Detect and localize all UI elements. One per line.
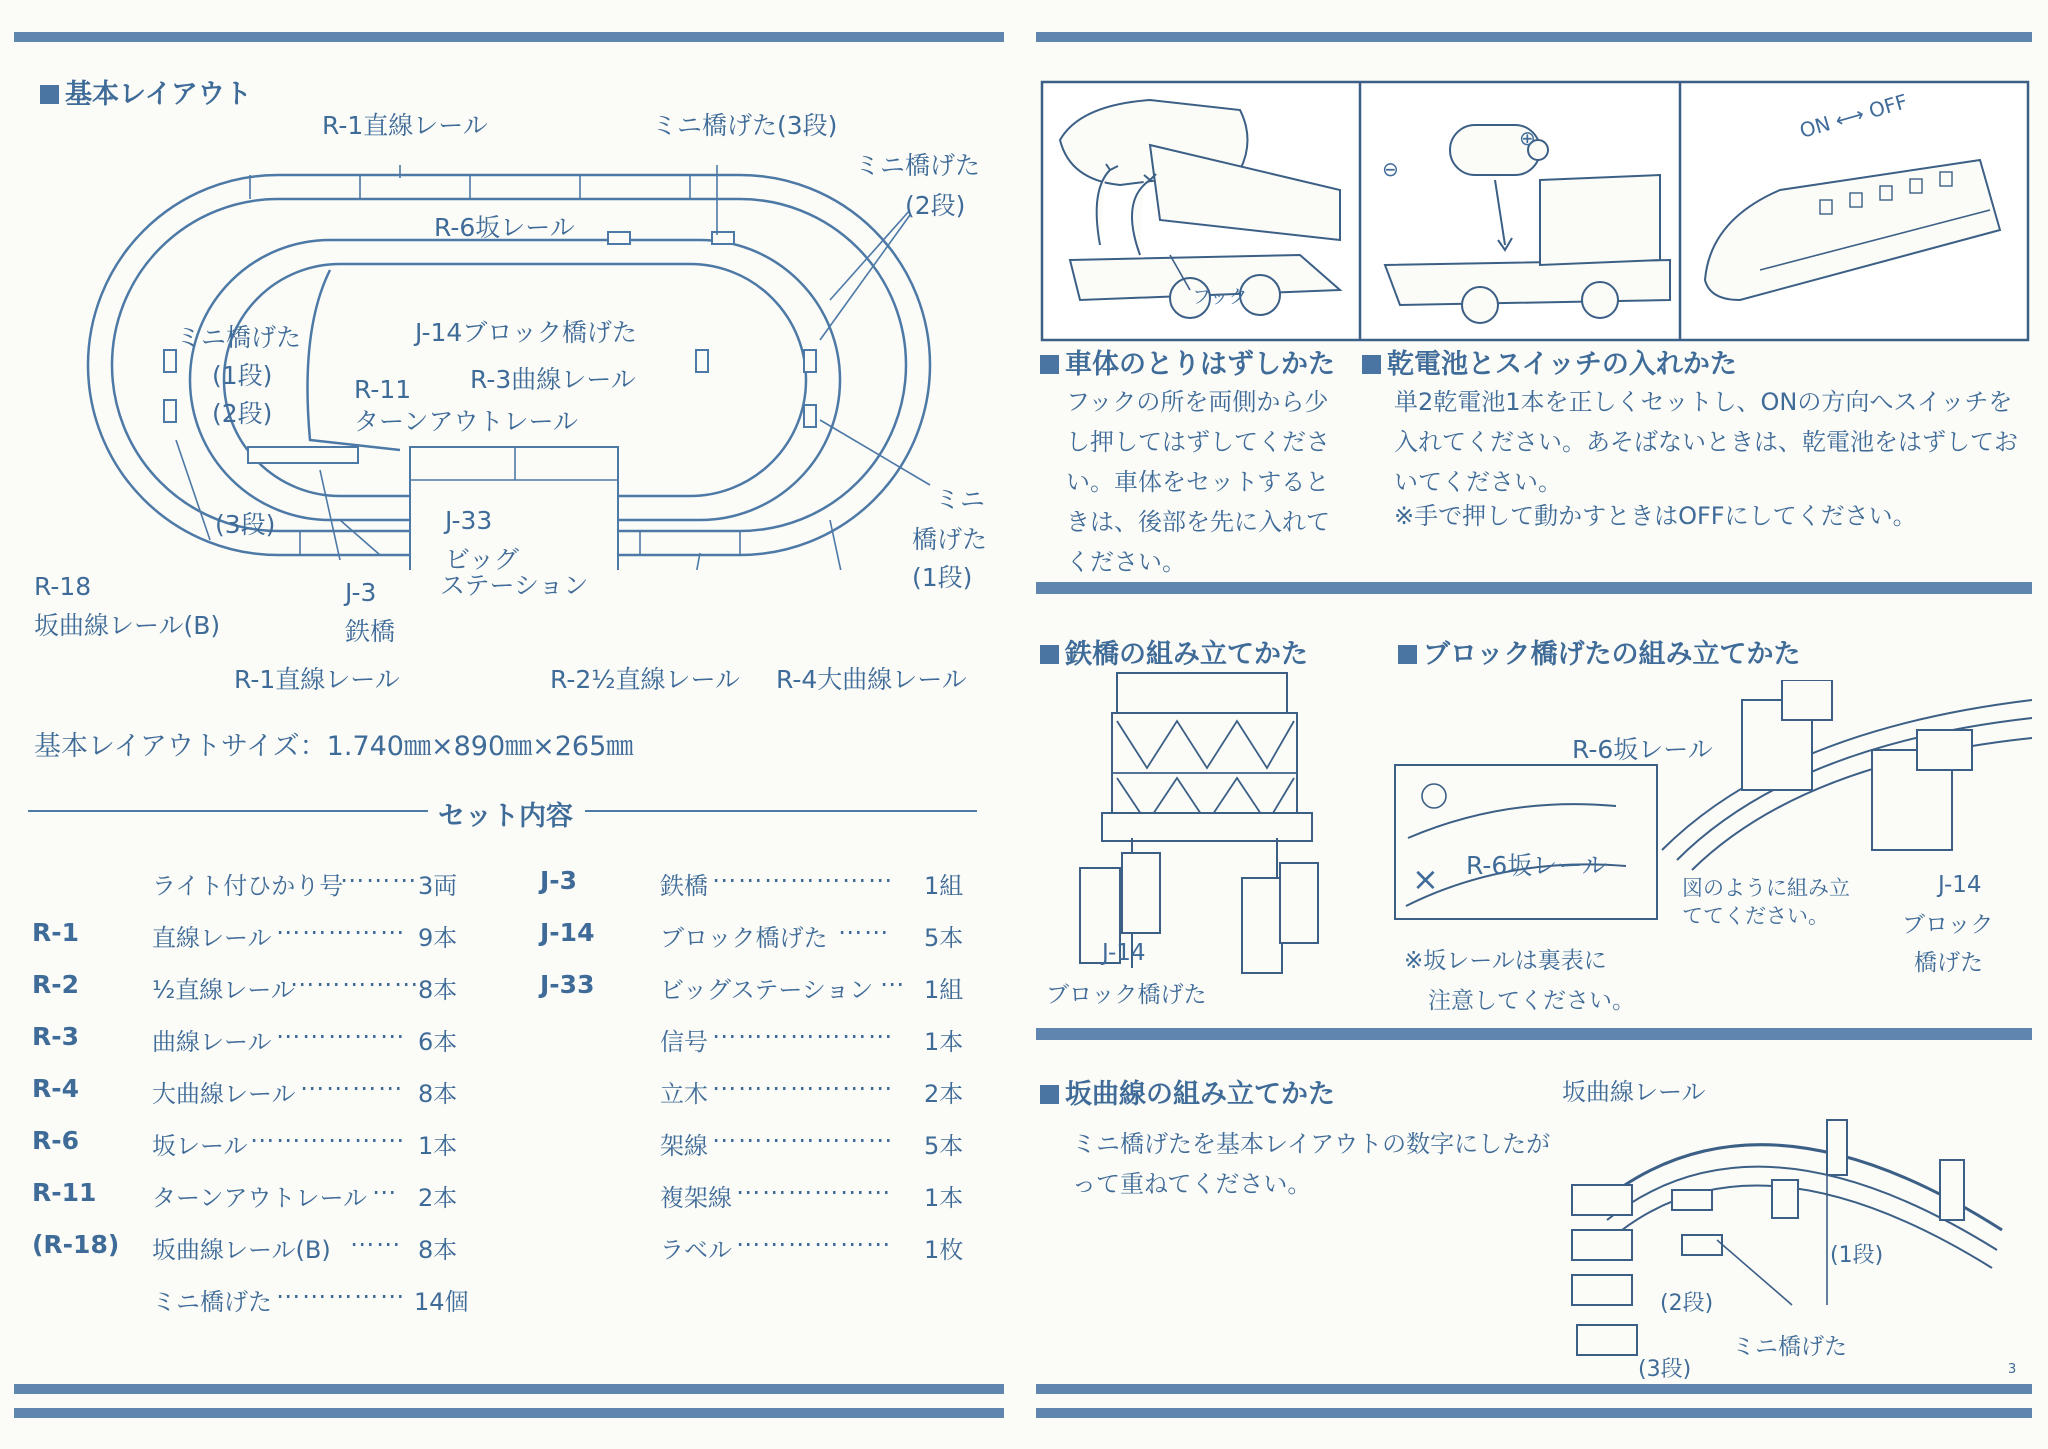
block-girder-j14-b: ブロック <box>1902 912 1994 938</box>
item-name: ビッグステーション <box>660 976 874 1004</box>
item-dots: ⋯⋯⋯⋯⋯⋯⋯ <box>712 1126 894 1154</box>
label-j33-c: ステーション <box>440 571 589 600</box>
item-dots: ⋯⋯⋯⋯⋯⋯⋯ <box>712 1022 894 1050</box>
item-name: ターンアウトレール <box>152 1184 368 1212</box>
block-girder-r6: R-6坂レール <box>1572 735 1713 764</box>
label-dan-1-left: (1段) <box>212 361 273 390</box>
item-dots: ⋯⋯⋯⋯ <box>300 1074 404 1102</box>
square-bullet-icon <box>1040 355 1059 374</box>
item-dots: ⋯⋯⋯⋯⋯⋯ <box>736 1230 892 1258</box>
battery-switch-note: ※手で押して動かすときはOFFにしてください。 <box>1394 502 1917 530</box>
label-r11-a: R-11 <box>354 375 412 404</box>
left-page <box>0 0 1022 1449</box>
item-dots: ⋯⋯ <box>350 1230 402 1258</box>
slope-rail-label: 坂曲線レール <box>1562 1078 1706 1106</box>
item-code: J-3 <box>540 866 578 895</box>
item-qty: 1本 <box>924 1184 964 1212</box>
item-dots: ⋯ <box>880 970 906 998</box>
item-dots: ⋯⋯⋯⋯⋯⋯ <box>250 1126 406 1154</box>
item-name: 信号 <box>660 1028 708 1056</box>
divider-left <box>28 810 428 812</box>
item-qty: 3両 <box>418 872 458 900</box>
item-qty: 9本 <box>418 924 458 952</box>
slope-dan-2: (2段) <box>1660 1291 1714 1316</box>
iron-bridge-j14: J-14 <box>1102 940 1146 966</box>
body-removal-heading: 車体のとりはずしかた <box>1040 342 1335 381</box>
item-qty: 5本 <box>924 1132 964 1160</box>
label-j3-b: 鉄橋 <box>345 617 396 646</box>
iron-bridge-heading: 鉄橋の組み立てかた <box>1040 632 1308 671</box>
block-girder-heading: ブロック橋げたの組み立てかた <box>1398 632 1800 671</box>
item-qty: 2本 <box>924 1080 964 1108</box>
basic-layout-heading: 基本レイアウト <box>40 72 252 111</box>
item-qty: 1本 <box>418 1132 458 1160</box>
item-dots: ⋯⋯⋯⋯⋯ <box>290 970 420 998</box>
item-qty: 8本 <box>418 1080 458 1108</box>
label-mini-girder-2-a: ミニ橋げた <box>855 151 981 180</box>
mid-rule-2 <box>1036 1028 2032 1040</box>
mid-rule-1 <box>1036 582 2032 594</box>
item-name: ラベル <box>660 1236 732 1264</box>
label-r1-top: R-1直線レール <box>322 111 488 140</box>
label-r1-bottom: R-1直線レール <box>234 665 400 694</box>
bottom-rule-right-1 <box>1036 1384 2032 1394</box>
iron-bridge-block <box>248 447 358 463</box>
item-name: ブロック橋げた <box>660 924 828 952</box>
item-name: ライト付ひかり号 <box>152 872 344 900</box>
item-dots: ⋯⋯⋯⋯⋯⋯⋯ <box>712 1074 894 1102</box>
item-qty: 1組 <box>924 872 964 900</box>
label-r18-a: R-18 <box>34 572 92 601</box>
bottom-rule-right-2 <box>1036 1408 2032 1418</box>
slope-curve-text: ミニ橋げたを基本レイアウトの数字にしたがって重ねてください。 <box>1072 1130 1551 1198</box>
item-qty: 5本 <box>924 924 964 952</box>
label-r6: R-6坂レール <box>434 213 575 242</box>
top-rule-right <box>1036 32 2032 42</box>
label-dan-3-left: (3段) <box>215 510 276 539</box>
label-r2-half: R-2½直線レール <box>550 665 741 694</box>
square-bullet-icon <box>1362 355 1381 374</box>
item-qty: 1組 <box>924 976 964 1004</box>
item-dots: ⋯⋯ <box>838 918 890 946</box>
mini-girder-block <box>608 232 630 244</box>
label-j3-a: J-3 <box>345 578 377 607</box>
label-r4: R-4大曲線レール <box>776 665 967 694</box>
label-mini-girder-1-b: 橋げた <box>912 525 988 554</box>
block-girder-note-a: ※坂レールは裏表に <box>1404 948 1607 974</box>
item-code: R-4 <box>32 1074 80 1103</box>
item-code: R-6 <box>32 1126 80 1155</box>
top-rule-left <box>14 32 1004 42</box>
label-mini-girder-3: ミニ橋げた(3段) <box>652 111 838 140</box>
label-j14: J-14ブロック橋げた <box>415 318 637 347</box>
right-page <box>1022 0 2048 1449</box>
block-girder-caption-a: 図のように組み立 <box>1682 876 1850 900</box>
divider-right <box>585 810 977 812</box>
slope-curve-heading: 坂曲線の組み立てかた <box>1040 1072 1335 1111</box>
item-name: 直線レール <box>152 924 272 952</box>
item-dots: ⋯⋯⋯⋯⋯⋯⋯ <box>712 866 894 894</box>
slope-dan-3: (3段) <box>1638 1357 1692 1382</box>
item-name: 大曲線レール <box>152 1080 296 1108</box>
iron-bridge-j14-name: ブロック橋げた <box>1046 982 1207 1008</box>
body-removal-text: フックの所を両側から少し押してはずしてください。車体をセットするときは、後部を先に入れてください。 <box>1066 388 1330 576</box>
page-number: 3 <box>2008 1362 2017 1377</box>
item-name: 坂曲線レール(B) <box>152 1236 331 1264</box>
battery-switch-text: 単2乾電池1本を正しくセットし、ONの方向へスイッチを入れてください。あそばないときは、乾電池をはずしておいてください。 <box>1394 388 2018 496</box>
item-name: 複架線 <box>660 1184 732 1212</box>
inset-r6-label: R-6坂レール <box>1466 851 1607 880</box>
item-qty: 2本 <box>418 1184 458 1212</box>
item-code: J-14 <box>540 918 595 947</box>
item-qty: 14個 <box>414 1288 469 1316</box>
square-bullet-icon <box>40 85 59 104</box>
label-mini-girder-1-a: ミニ <box>935 485 986 514</box>
battery-plus-icon: ⊕ <box>1519 126 1536 150</box>
label-j33-b: ビッグ <box>445 545 520 574</box>
mini-girder-block <box>712 232 734 244</box>
label-j33-a: J-33 <box>445 506 493 535</box>
item-dots: ⋯ <box>372 1178 398 1206</box>
label-dan-2-left: (2段) <box>212 399 273 428</box>
hook-label: フック <box>1192 286 1248 308</box>
mini-girder-block <box>696 350 708 372</box>
item-qty: 1枚 <box>924 1236 964 1264</box>
item-qty: 1本 <box>924 1028 964 1056</box>
item-qty: 6本 <box>418 1028 458 1056</box>
label-mini-girder-left: ミニ橋げた <box>176 323 302 352</box>
item-name: 曲線レール <box>152 1028 272 1056</box>
square-bullet-icon <box>1040 1085 1059 1104</box>
item-dots: ⋯⋯⋯⋯⋯ <box>276 1022 406 1050</box>
item-name: ½直線レール <box>152 976 295 1004</box>
label-r11-b: ターンアウトレール <box>354 407 579 436</box>
bottom-rule-left-1 <box>14 1384 1004 1394</box>
mini-girder-block <box>164 350 176 372</box>
mini-girder-block <box>804 350 816 372</box>
item-dots: ⋯⋯⋯⋯⋯ <box>276 1282 406 1310</box>
item-name: 架線 <box>660 1132 708 1160</box>
item-code: R-11 <box>32 1178 97 1207</box>
mini-girder-block <box>804 405 816 427</box>
item-name: ミニ橋げた <box>152 1288 272 1316</box>
label-r18-b: 坂曲線レール(B) <box>34 611 221 640</box>
label-mini-girder-2-b: (2段) <box>905 191 966 220</box>
item-code: R-2 <box>32 970 80 999</box>
item-code: R-3 <box>32 1022 80 1051</box>
item-qty: 8本 <box>418 976 458 1004</box>
item-name: 坂レール <box>152 1132 248 1160</box>
label-r3: R-3曲線レール <box>470 365 636 394</box>
item-qty: 8本 <box>418 1236 458 1264</box>
item-dots: ⋯⋯⋯⋯⋯ <box>276 918 406 946</box>
block-girder-note-b: 注意してください。 <box>1428 988 1635 1014</box>
item-dots: ⋯⋯⋯ <box>340 866 418 894</box>
item-name: 立木 <box>660 1080 708 1108</box>
on-off-label: ON ⟷ OFF <box>1796 89 1911 143</box>
layout-size: 基本レイアウトサイズ：1.740㎜×890㎜×265㎜ <box>34 731 634 762</box>
item-code: (R-18) <box>32 1230 120 1259</box>
item-name: 鉄橋 <box>660 872 708 900</box>
mini-girder-block <box>164 400 176 422</box>
item-code: J-33 <box>540 970 595 999</box>
item-code: R-1 <box>32 918 80 947</box>
block-girder-j14-c: 橋げた <box>1914 950 1983 976</box>
bottom-rule-left-2 <box>14 1408 1004 1418</box>
square-bullet-icon <box>1040 645 1059 664</box>
block-girder-caption-b: ててください。 <box>1682 904 1829 928</box>
slope-mini-girder: ミニ橋げた <box>1732 1334 1847 1360</box>
set-contents-heading: セット内容 <box>438 801 573 832</box>
battery-minus-icon: ⊖ <box>1382 157 1399 181</box>
mini-girder-stack <box>1572 1185 1722 1355</box>
inset-cross-icon: × <box>1412 860 1439 898</box>
item-dots: ⋯⋯⋯⋯⋯⋯ <box>736 1178 892 1206</box>
battery-switch-heading: 乾電池とスイッチの入れかた <box>1362 342 1737 381</box>
slope-dan-1: (1段) <box>1830 1243 1884 1268</box>
square-bullet-icon <box>1398 645 1417 664</box>
block-girder-j14-a: J-14 <box>1938 872 1982 898</box>
label-mini-girder-1-c: (1段) <box>912 563 973 592</box>
